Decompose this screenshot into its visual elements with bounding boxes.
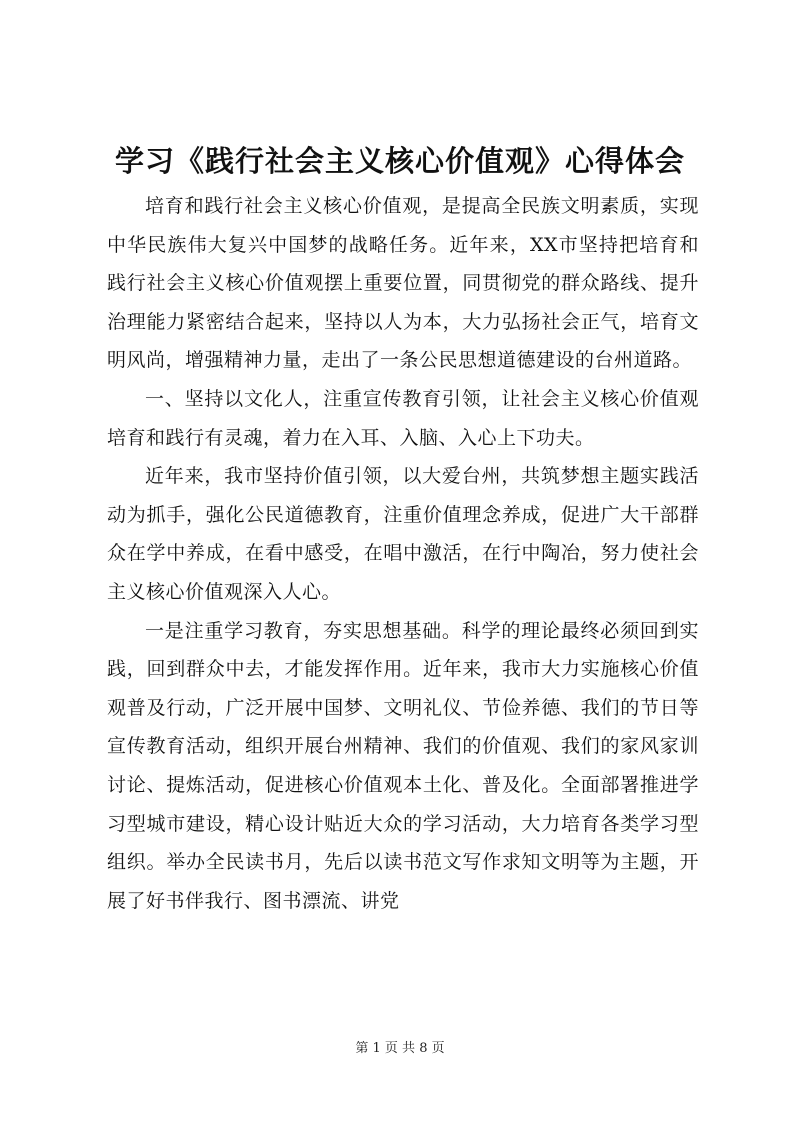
document-title: 学习《践行社会主义核心价值观》心得体会	[114, 144, 685, 178]
page-footer: 第 1 页 共 8 页	[355, 1041, 445, 1056]
paragraph-study-education: 一是注重学习教育，夯实思想基础。科学的理论最终必须回到实践，回到群众中去，才能发挥作用。近年来，我市大力实施核心价值观普及行动，广泛开展中国梦、文明礼仪、节俭养德、我们的节日等宣传教育活动，组织开展台州精神、我们的价值观、我们的家风家训讨论、提炼活动，促进核心价值观本土化、普及化。全面部署推进学习型城市建设，精心设计贴近大众的学习活动，大力培育各类学习型组织。举办全民读书月，先后以读书范文写作求知文明等为主题，开展了好书伴我行、图书漂流、讲党	[107, 619, 699, 912]
paragraph-section-one-overview: 近年来，我市坚持价值引领，以大爱台州，共筑梦想主题实践活动为抓手，强化公民道德教育，注重价值理念养成，促进广大干部群众在学中养成，在看中感受，在唱中激活，在行中陶冶，努力使社会主义核心价值观深入人心。	[107, 465, 699, 603]
paragraph-section-one-heading: 一、坚持以文化人，注重宣传教育引领，让社会主义核心价值观培育和践行有灵魂，着力在入耳、入脑、入心上下功夫。	[107, 387, 699, 449]
document-body	[107, 187, 699, 920]
paragraph-intro: 培育和践行社会主义核心价值观，是提高全民族文明素质，实现中华民族伟大复兴中国梦的战略任务。近年来，XX市坚持把培育和践行社会主义核心价值观摆上重要位置，同贯彻党的群众路线、提升治理能力紧密结合起来，坚持以人为本，大力弘扬社会正气，培育文明风尚，增强精神力量，走出了一条公民思想道德建设的台州道路。	[107, 195, 699, 372]
